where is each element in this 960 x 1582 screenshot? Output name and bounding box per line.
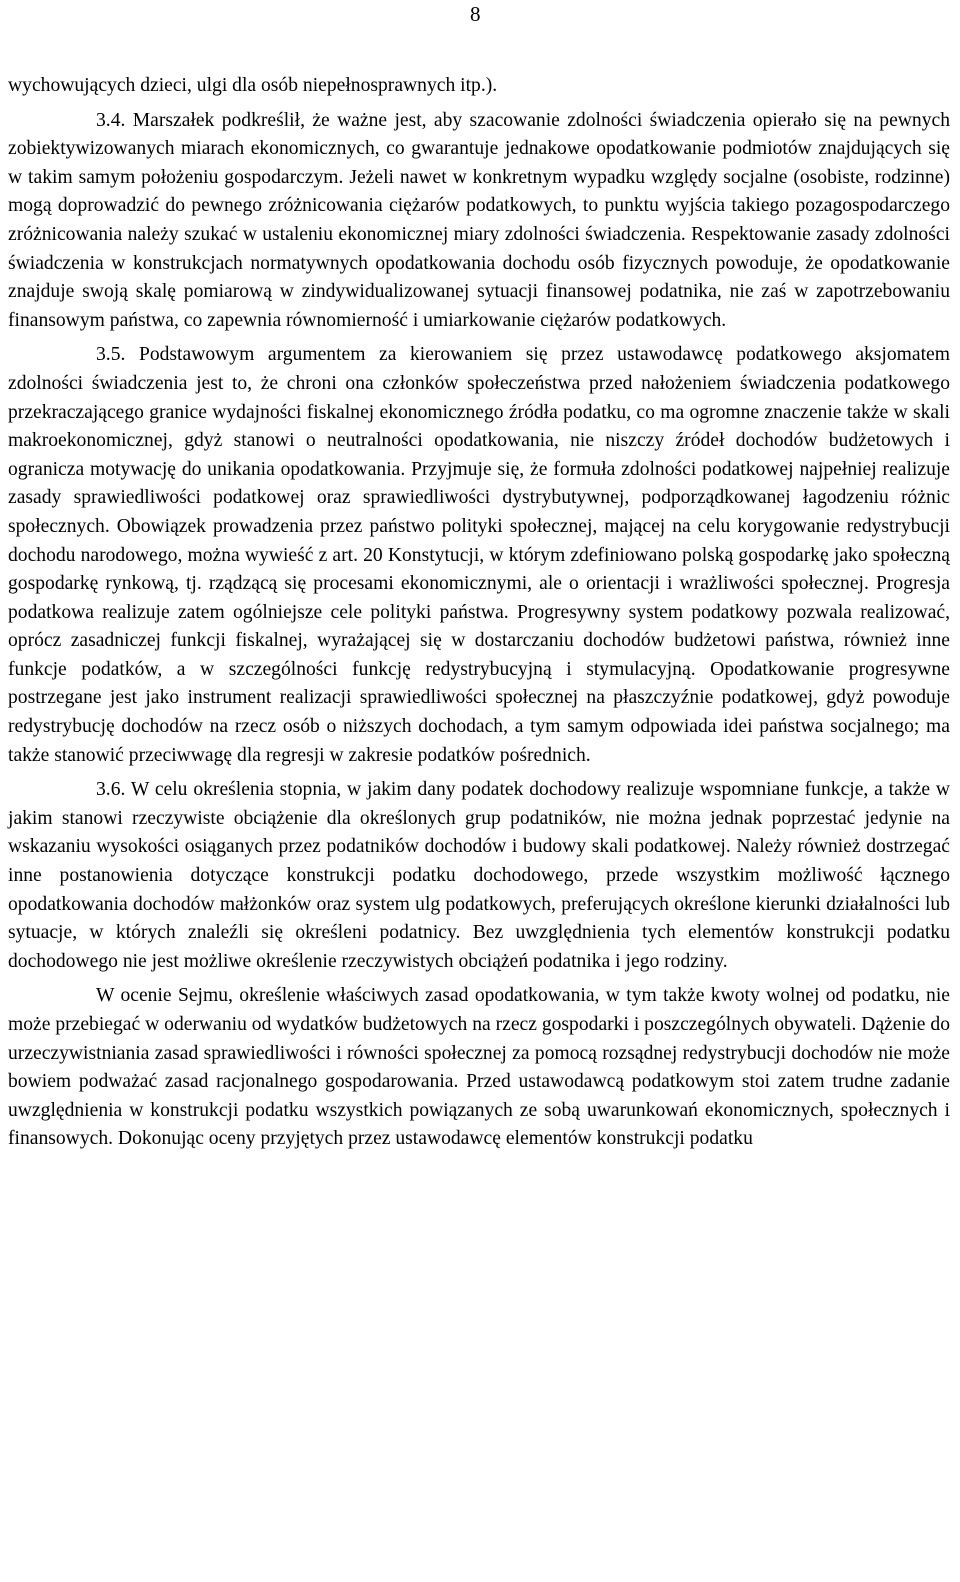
paragraph-continuation: wychowujących dzieci, ulgi dla osób niepełnosprawnych itp.). [8, 75, 498, 96]
page-number: 8 [470, 2, 481, 26]
paragraph-segment: Przed ustawodawcą podatkowym stoi zatem trudne zadanie uwzględnienia w konstrukcji podatku wszystkich powiązanych ze sobą uwarunkowań ekonomicznych, społecznych i finansowych. [8, 1071, 950, 1150]
paragraph-3-6 [8, 776, 950, 976]
paragraph-segment: Dokonując oceny przyjętych przez ustawodawcę elementów konstrukcji podatku [113, 1128, 753, 1150]
paragraph-segment: W ocenie Sejmu, określenie właściwych zasad opodatkowania, w tym także kwoty wolnej od podatku, nie może przebiegać w oderwaniu od wydatków budżetowych na rzecz gospodarki i poszczególnych obywateli. [8, 985, 950, 1035]
paragraph-segment: Respektowanie zasady zdolności świadczenia w konstrukcjach normatywnych opodatkowania dochodu osób fizycznych powoduje, że opodatkowanie znajduje swoją skalę pomiarową w zindywidualizowanej sytuacji finansowej podatnika, nie zaś w zapotrzebowaniu finansowym państwa, co zapewnia równomierność i umiarkowanie ciężarów podatkowych. [8, 223, 950, 331]
paragraph-segment: Jeżeli nawet w konkretnym wypadku względy socjalne (osobiste, rodzinne) mogą doprowadzić do pewnego zróżnicowania ciężarów podatkowych, to punktu wyjścia takiego pozagospodarczego zróżnicowania należy szukać w ustaleniu ekonomicznej miary zdolności świadczenia. [8, 166, 950, 245]
document-body [8, 72, 950, 1160]
paragraph-segment: Obowiązek prowadzenia przez państwo polityki społecznej, mającej na celu korygowanie redystrybucji dochodu narodowego, można wywieść z art. 20 Konstytucji, w którym zdefiniowano polską gospodarkę jako społeczną gospodarkę rynkową, tj. rządzącą się procesami ekonomicznymi, ale o orientacji i wrażliwości społecznej. [8, 515, 950, 595]
paragraph-segment: Bez uwzględnienia tych elementów konstrukcji podatku dochodowego nie jest możliwe określenie rzeczywistych obciążeń podatnika i jego rodziny. [8, 922, 950, 972]
paragraph-segment: Opodatkowanie progresywne postrzegane jest jako instrument realizacji sprawiedliwości społecznej na płaszczyźnie podatkowej, gdyż powoduje redystrybucję dochodów na rzecz osób o niższych dochodach, a tym samym odpowiada idei państwa socjalnego; ma także stanowić przeciwwagę dla regresji w zakresie podatków pośrednich. [8, 658, 950, 766]
paragraph-segment: Dążenie do urzeczywistniania zasad sprawiedliwości i równości społecznej za pomocą rozsądnej redystrybucji dochodów nie może bowiem podważać zasad racjonalnego gospodarowania. [8, 1014, 950, 1093]
paragraph-segment: Progresywny system podatkowy pozwala realizować, oprócz zasadniczej funkcji fiskalnej, wyrażającej się w dostarczaniu dochodów budżetowi państwa, również inne funkcje podatków, a w szczególności funkcję redystrybucyjną i stymulacyjną. [8, 601, 950, 680]
paragraph-segment: Przyjmuje się, że formuła zdolności podatkowej najpełniej realizuje zasady sprawiedliwości podatkowej oraz sprawiedliwości dystrybutywnej, podporządkowanej łagodzeniu różnic społecznych. [8, 458, 950, 537]
paragraph-3-4 [8, 107, 950, 336]
paragraph-3-5 [8, 341, 950, 770]
paragraph-segment: Należy również dostrzegać inne postanowienia dotyczące konstrukcji podatku dochodowego, przede wszystkim możliwość łącznego opodatkowania dochodów małżonków oraz system ulg podatkowych, preferujących określone kierunki działalności lub sytuacje, w których znaleźli się określeni podatnicy. [8, 836, 950, 944]
paragraph-segment: 3.5. Podstawowym argumentem za kierowaniem się przez ustawodawcę podatkowego aksjomatem zdolności świadczenia jest to, że chroni ona członków społeczeństwa przed nałożeniem świadczenia podatkowego przekraczającego granice wydajności fiskalnej ekonomicznego źródła podatku, co ma ogromne znaczenie także w skali makroekonomicznej, gdyż stanowi o neutralności opodatkowania, nie niszczy źródeł dochodów budżetowych i ogranicza motywację do unikania opodatkowania. [8, 344, 950, 480]
paragraph-segment: Progresja podatkowa realizuje zatem ogólniejsze cele polityki państwa. [8, 573, 950, 623]
paragraph-segment: 3.6. W celu określenia stopnia, w jakim dany podatek dochodowy realizuje wspomniane funkcje, a także w jakim stanowi rzeczywiste obciążenie dla określonych grup podatników, nie można jednak poprzestać jedynie na wskazaniu wysokości osiąganych przez podatników dochodów i budowy skali podatkowej. [8, 779, 950, 858]
paragraph-segment: 3.4. Marszałek podkreślił, że ważne jest, aby szacowanie zdolności świadczenia opierało się na pewnych zobiektywizowanych miarach ekonomicznych, co gwarantuje jednakowe opodatkowanie podmiotów znajdujących się w takim samym położeniu gospodarczym. [8, 109, 950, 188]
paragraph-sejm-opinion [8, 982, 950, 1154]
